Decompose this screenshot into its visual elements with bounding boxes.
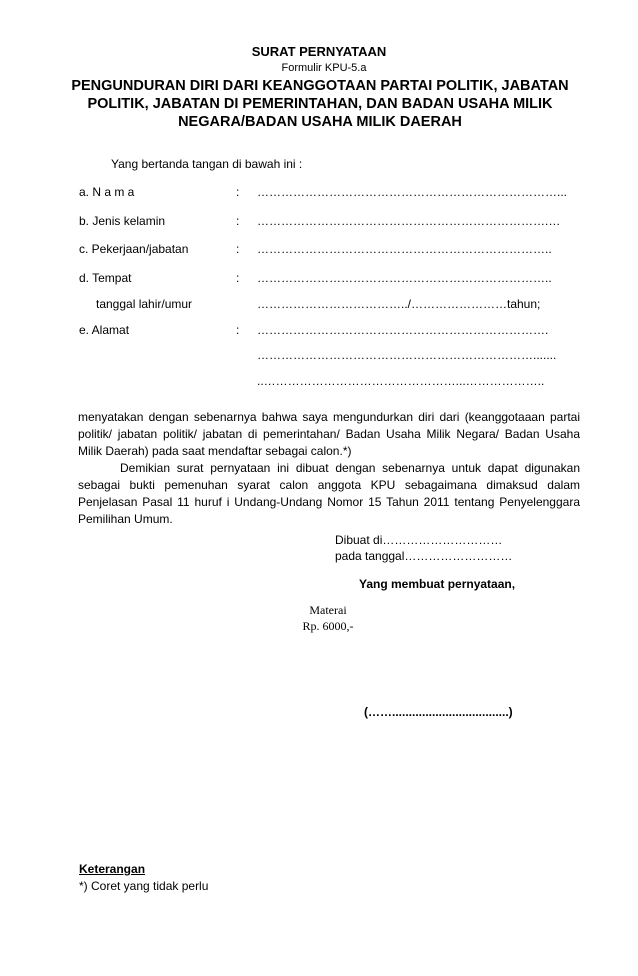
notes-text: *) Coret yang tidak perlu (79, 879, 209, 893)
field-label-alamat: e. Alamat (79, 323, 130, 337)
closing-paragraph: Demikian surat pernyataan ini dibuat dengan sebenarnya untuk dapat digunakan sebagai bukti pemenuhan syarat calon anggota KPU sebagaimana dimaksud dalam Penjelasan Pasal 11 huruf i Undang-Undang Nomor 15 Tahun 2011 tentang Penyelenggara Pemilihan Umum. (78, 461, 580, 526)
field-fill-alamat-line-3[interactable]: ..…………………………………………...……………….. (257, 374, 545, 388)
statement-paragraph: menyatakan dengan sebenarnya bahwa saya mengundurkan diri dari (keanggotaaan partai politik/ jabatan politik/ jabatan di pemerintahan/ Badan Usaha Milik Negara/ Badan Usaha Milik Daerah) pada saat mendaftar sebagai calon.*) (78, 410, 580, 458)
field-label-pekerjaan: c. Pekerjaan/jabatan (79, 242, 189, 256)
intro-text: Yang bertanda tangan di bawah ini : (111, 157, 303, 171)
date-of-signing[interactable]: pada tanggal……………………… (335, 549, 513, 563)
field-fill-jenis-kelamin[interactable]: ……………………………………………………………….… (257, 214, 561, 228)
field-fill-nama[interactable]: …………………………………………………………………... (257, 185, 568, 199)
stamp-duty-value: Rp. 6000,- (302, 619, 354, 633)
document-title: SURAT PERNYATAAN (251, 44, 387, 59)
field-label-jenis-kelamin: b. Jenis kelamin (79, 214, 166, 228)
field-label-nama: a. N a m a (79, 185, 135, 199)
form-code: Formulir KPU-5.a (281, 62, 367, 74)
field-label-tanggal-lahir: tanggal lahir/umur (96, 297, 193, 311)
field-fill-tempat[interactable]: ……………………………………………………………….. (257, 271, 552, 285)
field-fill-pekerjaan[interactable]: ……………………………………………………………….. (257, 242, 552, 256)
field-fill-tanggal-lahir[interactable]: ………………………………../……………………tahun; (257, 297, 541, 311)
field-colon: : (236, 185, 240, 199)
field-colon: : (236, 242, 240, 256)
field-colon: : (236, 214, 240, 228)
signer-caption: Yang membuat pernyataan, (359, 577, 516, 591)
field-fill-alamat-line-2[interactable]: ……………………………………………………………....... (257, 348, 557, 362)
field-fill-alamat-line-1[interactable]: ………………………………………………………………. (257, 323, 549, 337)
place-of-signing[interactable]: Dibuat di………………………… (335, 533, 503, 547)
signer-name-placeholder[interactable]: (……...................................) (364, 705, 513, 719)
notes-heading: Keterangan (79, 862, 146, 876)
field-colon: : (236, 323, 240, 337)
stamp-duty-label: Materai (309, 603, 347, 617)
field-label-tempat: d. Tempat (79, 271, 132, 285)
document-heading: PENGUNDURAN DIRI DARI KEANGGOTAAN PARTAI POLITIK, JABATAN POLITIK, JABATAN DI PEMERINTAHAN, DAN BADAN USAHA MILIK NEGARA/BADAN USAHA MILIK DAERAH (71, 78, 569, 130)
field-colon: : (236, 271, 240, 285)
